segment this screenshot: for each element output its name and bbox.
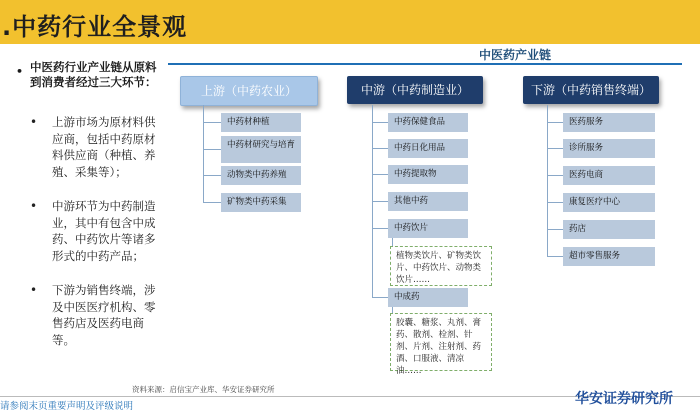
midstream-node: 中药饮片 [388, 219, 468, 238]
downstream-branch [547, 229, 563, 230]
midstream-branch [372, 148, 388, 149]
source-note: 资料来源：启信宝产业库、华安证券研究所 [132, 385, 275, 394]
midstream-node: 中药提取物 [388, 165, 468, 184]
upstream-branch [203, 202, 221, 203]
sub-bullet: • [30, 199, 38, 213]
downstream-node: 医药服务 [563, 113, 655, 132]
midstream-branch [372, 201, 388, 202]
downstream-branch [547, 256, 563, 257]
sub-bullet: • [30, 283, 38, 297]
midstream-branch [372, 174, 388, 175]
downstream-node: 医药电商 [563, 166, 655, 185]
midstream-branch [372, 297, 388, 298]
midstream-node: 中药日化用品 [388, 139, 468, 158]
yinpian-connector [392, 238, 393, 246]
chain-title-rule [168, 63, 682, 65]
midstream-branch [372, 228, 388, 229]
midstream-node: 中成药 [388, 288, 468, 307]
midstream-head: 中游（中药制造业） [347, 76, 483, 104]
downstream-node: 超市零售服务 [563, 247, 655, 266]
upstream-node: 中药材种植 [221, 113, 301, 132]
yinpian-detail-box: 植物类饮片、矿物类饮片、中药饮片、动物类饮片…… [390, 246, 492, 286]
sub-point-text: 下游为销售终端，涉及中医医疗机构、零售药店及医药电商等。 [52, 283, 156, 347]
midstream-node: 中药保健食品 [388, 113, 468, 132]
upstream-branch [203, 175, 221, 176]
downstream-node: 康复医疗中心 [563, 193, 655, 212]
chain-title: 中医药产业链 [478, 48, 551, 62]
upstream-node: 矿物类中药采集 [221, 193, 301, 212]
brand-name: 华安证券研究所 [575, 391, 673, 407]
downstream-node: 诊所服务 [563, 139, 655, 158]
downstream-branch [547, 122, 563, 123]
downstream-branch [547, 148, 563, 149]
downstream-branch [547, 175, 563, 176]
upstream-head: 上游（中药农业） [180, 76, 318, 106]
downstream-head: 下游（中药销售终端） [523, 76, 659, 104]
sub-point-midstream [30, 198, 160, 264]
sub-point-downstream [30, 282, 160, 348]
upstream-branch [203, 122, 221, 123]
upstream-branch [203, 149, 221, 150]
midstream-node: 其他中药 [388, 192, 468, 211]
downstream-node: 药店 [563, 220, 655, 239]
main-point: 中医药行业产业链从原料到消费者经过三大环节： [30, 60, 157, 89]
downstream-connector [547, 105, 548, 257]
downstream-branch [547, 202, 563, 203]
sub-bullet: • [30, 115, 38, 129]
chengyao-detail-box: 胶囊、糖浆、丸剂、膏药、散剂、栓剂、针剂、片剂、注射剂、药酒、口服液、清凉油…… [390, 313, 492, 371]
page-title: .中药行业全景观 [2, 13, 188, 41]
disclaimer-link[interactable]: 请参阅末页重要声明及评级说明 [0, 401, 134, 412]
upstream-connector [203, 105, 204, 203]
upstream-node: 中药材研究与培育 [221, 136, 301, 163]
midstream-branch [372, 122, 388, 123]
upstream-node: 动物类中药养殖 [221, 166, 301, 185]
sub-point-text: 上游市场为原材料供应商，包括中药原材料供应商（种植、养殖、采集等）； [52, 115, 156, 179]
sub-point-text: 中游环节为中药制造业，其中有包含中成药、中药饮片等诸多形式的中药产品； [52, 199, 156, 263]
sub-point-upstream [30, 114, 160, 180]
main-bullet: • [16, 65, 24, 78]
